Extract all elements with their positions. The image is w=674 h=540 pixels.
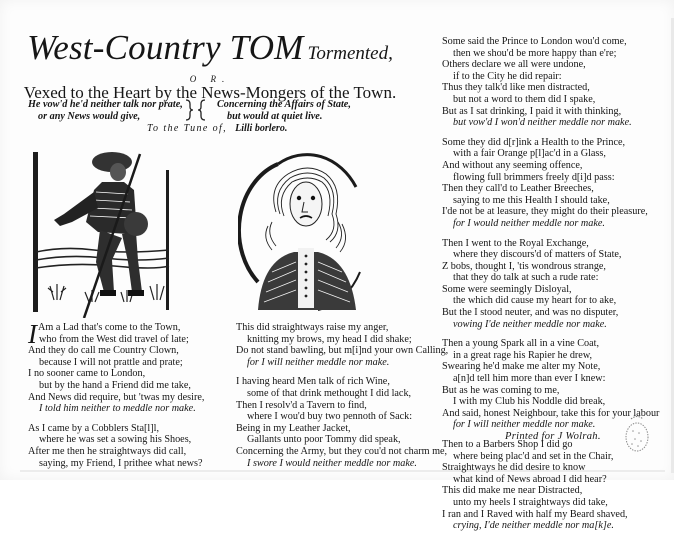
verse-line: This did straightways raise my anger, [236,322,389,333]
imprint: Printed for J Wolrah. [505,431,601,442]
verse-line: Straightways he did desire to know [442,462,586,474]
title-main: West-Country TOM [27,28,304,67]
stanza [236,376,448,469]
verse-line: unto my heels I straightways did take, [453,496,608,508]
verse-refrain: for I will neither meddle nor make. [453,419,596,431]
verse-line: the which did cause my heart for to ake, [453,295,617,307]
tune-name: Lilli borlero. [235,123,288,134]
verse-line: because I will not prattle and prate; [39,356,183,368]
verse-line: Some said the Prince to London wou'd come, [442,36,627,47]
or-line: O R. [189,74,231,84]
verse-line: where being plac'd and set in the Chair, [453,450,614,462]
verse-line: And News did require, but 'twas my desire, [28,391,205,403]
verse-line: saying to me this Health I should take, [453,194,610,206]
verse-line: But the I stood neuter, and was no disputer, [442,307,619,319]
verse-line: in a great rage his Rapier he drew, [453,349,593,361]
verse-line: And without any seeming offence, [442,159,583,171]
woodcut-countryman-image [24,142,174,318]
verse-line: who from the West did travel of late; [39,333,189,345]
verse-refrain: for I would neither meddle nor make. [453,217,605,229]
drop-cap: I [28,319,37,349]
verse-line: As I came by a Cobblers Sta[l]l, [28,422,159,434]
verse-line: a[n]d tell him more than ever I knew: [453,373,606,385]
verse-line: I having heard Men talk of rich Wine, [236,376,390,388]
tune-line [147,123,287,134]
verse-line: Some were seemingly Disloyal, [442,283,572,295]
verse-line: I with my Club his Noddle did break, [453,396,606,408]
verse-line: And said, honest Neighbour, take this for your labour [442,407,660,419]
verse-line: I no sooner came to London, [28,368,146,380]
verse-refrain: crying, I'de neither meddle nor ma[k]e. [453,520,614,532]
verse-line: Then I resolv'd a Tavern to find, [236,399,367,411]
verse-line: with a fair Orange p[l]ac'd in a Glass, [453,148,606,160]
verse-line: I ran and I Raved with half my Beard shaved, [442,508,628,520]
verse-line: But as he was coming to me, [442,384,560,396]
title-sub: Tormented, [307,43,393,64]
verse-refrain: but vow'd I won'd neither meddle nor make. [453,117,632,129]
library-stamp-icon [623,413,651,453]
verse-line: that they do talk at such a rude rate: [453,272,599,284]
verse-column-2 [236,322,449,477]
verse-refrain: vowing I'de neither meddle nor make. [453,318,607,330]
verse-line: Gallants unto poor Tommy did speak, [247,434,401,446]
stanza [28,423,223,469]
verse-line: flowing full brimmers freely d[i]d pass: [453,171,615,183]
brace-icon [183,98,209,122]
verse-line: Then I went to the Royal Exchange, [442,237,589,249]
verse-line: where he was set a sowing his Shoes, [39,434,192,446]
verse-line: where they discours'd of matters of State, [453,249,622,261]
stanza [236,322,449,368]
intro-right [217,99,397,122]
verse-line: then we shou'd be more happy than e're; [453,47,617,59]
verse-refrain: I swore I would neither meddle nor make. [247,457,417,469]
verse-line: Then they call'd to Leather Breeches, [442,183,594,195]
verse-line: Then to a Barbers Shop I did go [442,439,573,450]
verse-line: Do not stand bawling, but m[i]nd your own Calling, [236,345,449,357]
stanza [442,36,657,129]
ballad-title [0,28,420,68]
intro-line: but would at quiet live. [227,110,323,122]
intro-left [28,99,188,122]
verse-line: Swearing he'd make me alter my Note, [442,361,601,373]
verse-line: Then a young Spark all in a vine Coat, [442,338,600,350]
stanza [442,137,657,230]
intro-line: Concerning the Affairs of State, [217,99,351,110]
verse-line: After me then he straightways did call, [28,445,187,457]
verse-line: Z bobs, thought I, 'tis wondrous strange, [442,260,606,272]
verse-line: some of that drink methought I did lack, [247,387,412,399]
verse-line: knitting my brows, my head I did shake; [247,333,412,345]
brace-ornament [183,98,209,124]
verse-line: where I wou'd buy two pennoth of Sack: [247,411,413,423]
verse-refrain: for I will neither meddle nor make. [247,356,390,368]
verse-line: but by the hand a Friend did me take, [39,379,191,391]
intro-line: He vow'd he'd neither talk nor prate, [28,99,183,110]
verse-line: Concerning the Army, but they cou'd not charm me, [236,445,448,457]
intro-line: or any News would give, [38,110,141,122]
verse-line: But as I sat drinking, I paid it with thinking, [442,105,622,117]
verse-line: what kind of News abroad I did hear? [453,473,607,485]
verse-line: saying, my Friend, I prithee what news? [39,457,203,469]
subtitle: Vexed to the Heart by the News-Mongers of the Town. [23,83,397,102]
stanza [28,319,223,415]
verse-line: if to the City he did repair: [453,70,562,82]
verse-line: Others declare we all were undone, [442,59,586,71]
verse-line: Am a Lad that's come to the Town, [38,322,181,333]
verse-line: Some they did d[r]ink a Health to the Prince, [442,136,626,148]
verse-line: but not a word to them did I spake, [453,93,596,105]
verse-line: This did make me near Distracted, [442,485,583,497]
woodcut-portrait-image [238,152,368,312]
verse-column-1 [28,319,223,477]
tune-label: To the Tune of, [147,123,228,134]
verse-column-3 [442,36,660,540]
verse-line: I'de not be at leasure, they might do their pleasure, [442,206,648,218]
verse-line: Being in my Leather Jacket, [236,422,351,434]
verse-line: Thus they talk'd like men distracted, [442,82,590,94]
stanza [442,238,657,331]
verse-line: And they do call me Country Clown, [28,345,179,357]
verse-refrain: I told him neither to meddle nor make. [39,403,196,415]
